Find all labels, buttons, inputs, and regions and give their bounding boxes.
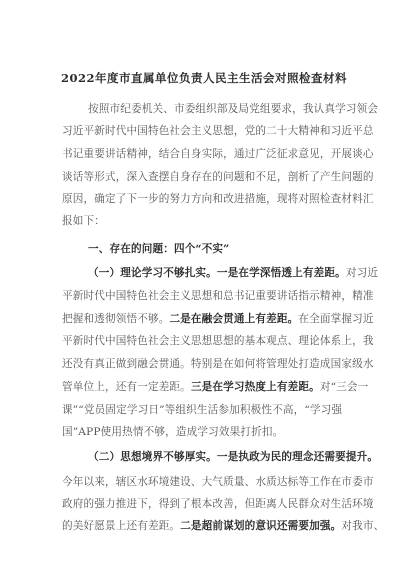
text-line	[62, 424, 283, 439]
text-line	[88, 241, 229, 256]
text-segment: 课”“党员固定学习日”等组织生活参加积极性不高，“学习强	[62, 404, 343, 416]
text-segment: 对习近	[345, 267, 379, 279]
text-segment: 按照市纪委机关、市委组织部及局党组要求，我认真学习领会	[88, 103, 379, 115]
text-line	[62, 169, 374, 184]
text-line	[88, 265, 378, 280]
text-line	[62, 213, 105, 228]
text-segment: 国”APP使用热情不够，造成学习效果打折扣。	[62, 426, 284, 438]
text-line	[62, 191, 374, 206]
bold-text-segment: 二是超前谋划的意识还需要加强。	[180, 520, 342, 532]
text-segment: 政府的强力推进下，得到了根本改善，但距离人民群众对生活环境	[62, 498, 374, 510]
text-segment: 平新时代中国特色社会主义思想思想的基本观点、理论体系上，我	[62, 335, 374, 347]
text-segment: 今年以来，辖区水环境建设、大气质量、水质达标等工作在市委市	[62, 476, 374, 488]
text-segment: 平新时代中国特色社会主义思想和总书记重要讲话指示精神，精准	[62, 290, 374, 302]
text-line	[88, 449, 378, 464]
text-segment: 原因，确定了下一步的努力方向和改进措施，现将对照检查材料汇	[62, 193, 374, 205]
text-segment: 对我市、	[341, 520, 385, 532]
bold-text-segment: 一、存在的问题：四个“不实”	[88, 243, 230, 255]
text-line	[62, 379, 368, 394]
text-line	[62, 123, 374, 138]
text-segment: 在全面掌握习近	[298, 313, 374, 325]
text-segment: 书记重要讲话精神，结合自身实际，通过广泛征求意见，开展谈心	[62, 148, 374, 160]
text-segment: 管单位上，还有一定差距。	[62, 381, 191, 393]
text-segment: 的美好愿景上还有差距。	[62, 520, 181, 532]
bold-text-segment: 二是在融会贯通上有差距。	[169, 313, 299, 325]
text-line	[88, 101, 378, 116]
text-line	[62, 288, 374, 303]
text-segment: 把握和透彻领悟不够。	[62, 313, 170, 325]
text-segment: 习近平新时代中国特色社会主义思想，党的二十大精神和习近平总	[62, 125, 374, 137]
text-line	[62, 474, 374, 489]
text-line	[62, 146, 374, 161]
text-line	[62, 333, 374, 348]
text-line	[62, 356, 374, 371]
text-line	[62, 496, 374, 511]
text-segment: 还没有真正做到融会贯通。特别是在如何将管理处打造成国家级水	[62, 358, 374, 370]
text-line	[62, 402, 342, 417]
bold-text-segment: （二）思想境界不够厚实。一是执政为民的理念还需要提升。	[88, 451, 379, 463]
text-line	[62, 311, 374, 326]
bold-text-segment: （一）理论学习不够扎实。一是在学深悟透上有差距。	[88, 267, 346, 279]
bold-text-segment: 三是在学习热度上有差距。	[190, 381, 320, 393]
document-title: 2022年度市直属单位负责人民主生活会对照检查材料	[60, 71, 347, 85]
text-segment: 谈话等形式，深入查摆自身存在的问题和不足，剖析了产生问题的	[62, 171, 374, 183]
text-segment: 对“三会一	[319, 381, 369, 393]
text-line	[62, 518, 384, 533]
text-segment: 报如下：	[62, 215, 105, 227]
